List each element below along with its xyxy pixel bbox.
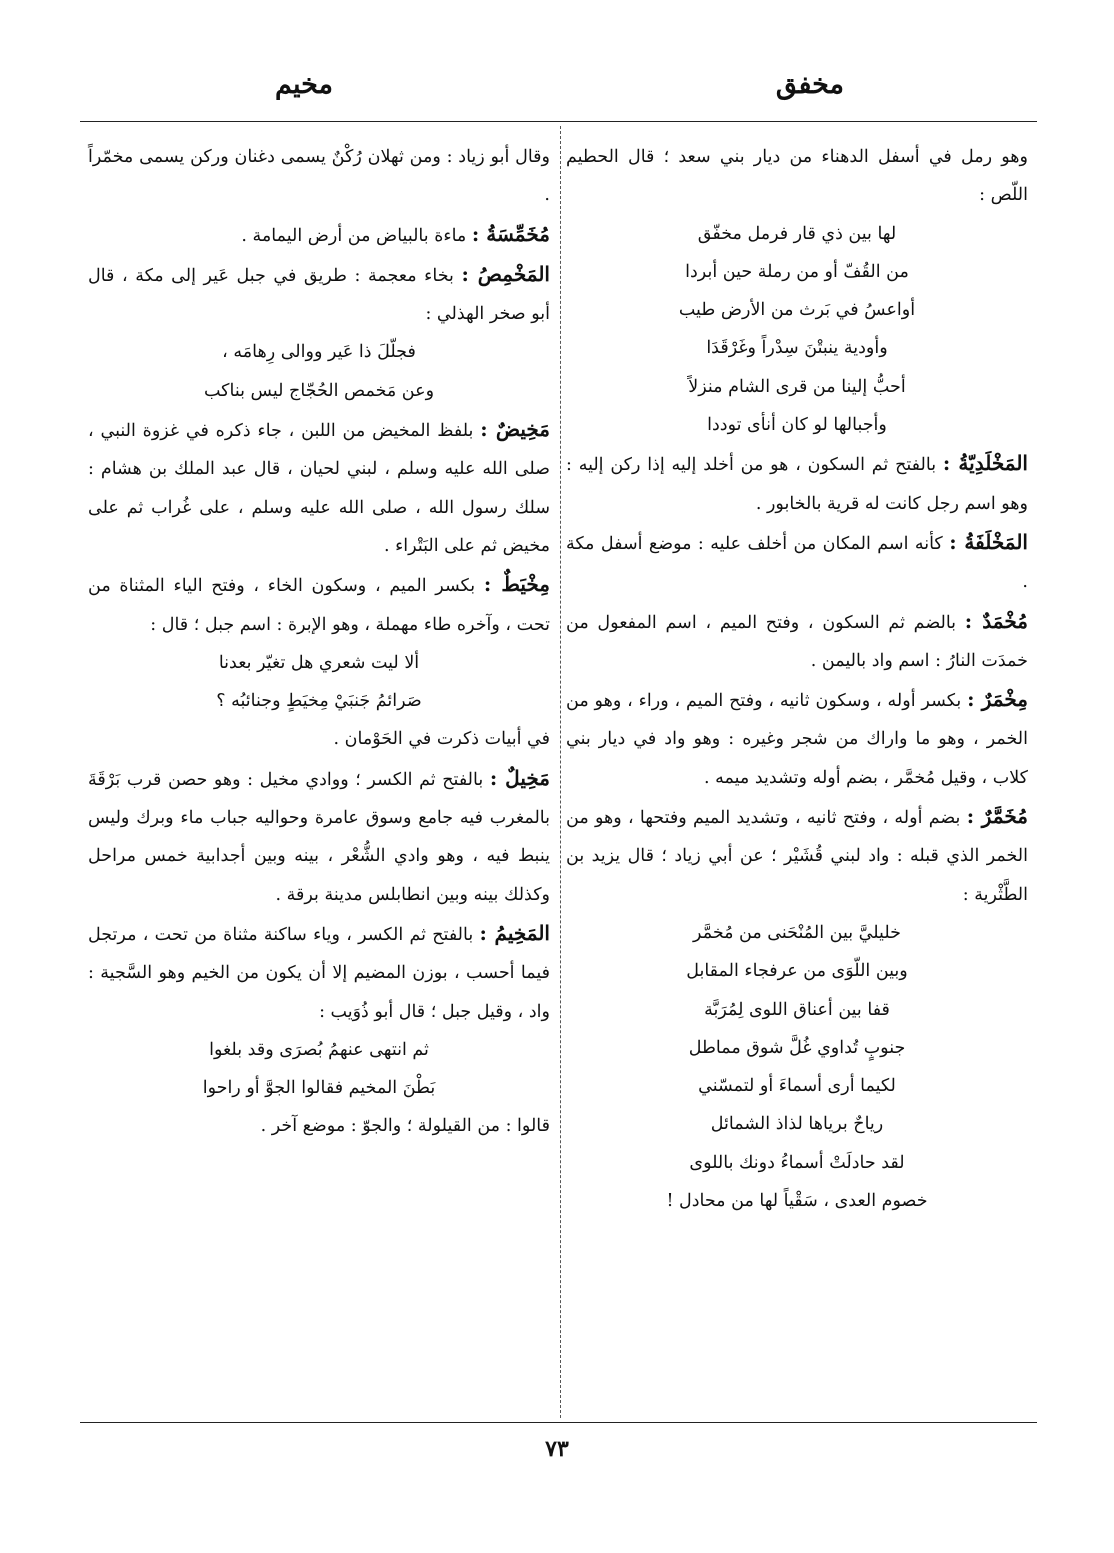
entry-text: وهو رمل في أسفل الدهناء من ديار بني سعد ؛ قال الحطيم اللّص : — [566, 147, 1028, 206]
page-number: ٧٣ — [545, 1436, 569, 1462]
verse-line: خليليَّ بين المُنْحَنى من مُخمَّر — [693, 922, 901, 943]
entry-makhladiya — [566, 444, 1028, 523]
verse-block — [88, 644, 550, 721]
column-divider — [560, 126, 561, 1418]
verse-line: رياحٌ برياها لذاذ الشمائل — [710, 1114, 884, 1135]
entry-text: بكسر أوله ، وسكون ثانيه ، وفتح الميم ، وراء ، وهو من الخمر ، وهو ما واراك من شجر وغيره : وهو واد في ديار بني كلاب ، وقيل مُخمَّر ، بضم أوله وتشديد ميمه . — [566, 691, 1028, 788]
entry-mikhmar — [566, 680, 1028, 797]
verse-line: وأودية ينبتْنَ سِدْراً وغَرْقَدَا — [706, 338, 888, 359]
entry-mukhammisa — [88, 215, 550, 255]
entry-text: بالفتح ثم الكسر ؛ ووادي مخيل : وهو حصن قرب بَرْقَةَ بالمغرب فيه جامع وسوق عامرة وحواليه جباب ماء وبرك وليس ينبط فيه ، وهو وادي الشُّعْر ، بينه وبين أجدابية خمس مراحل وكذلك بينه وبين انطابلس مدينة برقة . — [88, 769, 550, 905]
verse-block — [566, 215, 1028, 445]
headword: مُخَمَّرٌ : — [966, 804, 1028, 829]
entry-mukhmad — [566, 602, 1028, 681]
entry-makhil — [88, 759, 550, 914]
verse-line: وعن مَخمص الحُجّاج ليس بناكب — [203, 380, 435, 401]
entry-text: بخاء معجمة : طريق في جبل عَير إلى مكة ، قال أبو صخر الهذلي : — [88, 265, 550, 325]
entry-text: في أبيات ذكرت في الحَوْمان . — [333, 729, 550, 750]
entry-text: بالفتح ثم السكون ، هو من أخلد إليه إذا ركن إليه : وهو اسم رجل كانت له قرية بالخابور . — [566, 455, 1028, 514]
headword: مَخِيضٌ : — [480, 417, 550, 442]
entry-text: بالفتح ثم الكسر ، وياء ساكنة مثناة من تحت ، مرتجل فيما أحسب ، بوزن المضيم إلا أن يكون من الخيم وهو السَّجية : واد ، وقيل جبل ؛ قال أبو ذُوَيب : — [88, 924, 550, 1022]
verse-line: لها بين ذي قار فرمل مخفّق — [697, 223, 897, 244]
entry-text: وقال أبو زياد : ومن ثهلان رُكْنٌ يسمى دغنان وركن يسمى مخمّراً . — [88, 147, 550, 206]
continued-entry — [88, 138, 550, 215]
verse-line: جنوبٍ تُداوي غُلَّ شوق مماطل — [688, 1037, 906, 1058]
entry-text: قالوا : من القيلولة ؛ والجوّ : موضع آخر . — [260, 1116, 550, 1137]
headword: مُخْمَدٌ : — [964, 608, 1028, 633]
right-column — [566, 138, 1028, 1220]
entry-makhim — [88, 914, 550, 1146]
entry-makhmis — [88, 255, 550, 410]
verse-line: بَطْنَ المخيم فقالوا الجوَّ أو راحوا — [202, 1078, 436, 1099]
verse-block — [566, 914, 1028, 1220]
headword: مَخِيلٌ : — [489, 765, 550, 790]
headword: المَخْمِصُ : — [461, 261, 550, 286]
entry-text: بكسر الميم ، وسكون الخاء ، وفتح الياء المثناة من تحت ، وآخره طاء مهملة ، وهو الإبرة : اسم جبل ؛ قال : — [88, 576, 550, 635]
running-header-right: مخفق — [775, 69, 844, 100]
entry-makhlafa — [566, 523, 1028, 602]
verse-line: وبين اللّوَى من عرفجاء المقابل — [686, 961, 908, 982]
running-header-left: مخيم — [275, 69, 334, 100]
verse-line: صَرائمُ جَنبَيْ مِخيَطٍ وجنائبُه ؟ — [216, 691, 422, 712]
verse-block — [88, 333, 550, 410]
entry-text: كأنه اسم المكان من أخلف عليه : موضع أسفل مكة . — [566, 533, 1028, 593]
verse-line: لكيما أرى أسماءَ أو لتمسّني — [698, 1076, 896, 1097]
continued-entry — [566, 138, 1028, 444]
verse-line: فجلّلَ ذا عَير ووالى رِهامَه ، — [222, 342, 416, 363]
headword: مُخَمِّسَةُ : — [471, 221, 550, 246]
entry-mikhyat — [88, 565, 550, 758]
verse-line: من القُفّ أو من رملة حين أبردا — [685, 261, 909, 282]
verse-block — [88, 1031, 550, 1108]
verse-line: ألا ليت شعري هل تغيّر بعدنا — [218, 652, 420, 673]
headword: مِخْيَطٌ : — [483, 572, 550, 597]
verse-line: قفا بين أعناق اللوى لِمُرَبَّة — [704, 999, 890, 1020]
verse-line: أواعسُ في بَرث من الأرض طيب — [678, 300, 916, 321]
verse-line: لقد حادلَتْ أسماءُ دونك باللوى — [689, 1152, 905, 1173]
verse-line: ثم انتهى عنهمُ بُصرَى وقد بلغوا — [209, 1039, 429, 1060]
entry-makhid — [88, 410, 550, 565]
footer-rule — [80, 1422, 1037, 1423]
left-column — [88, 138, 550, 1146]
verse-line: وأجبالها لو كان أنأى توددا — [707, 415, 887, 436]
entry-mukhammar — [566, 797, 1028, 1220]
entry-text: بالضم ثم السكون ، وفتح الميم ، اسم المفعول من خمدَت النارُ : اسم واد باليمن . — [566, 612, 1028, 671]
headword: المَخْلَدِيّةُ : — [942, 451, 1028, 476]
entry-text: بلفظ المخيض من اللبن ، جاء ذكره في غزوة النبي ، صلى الله عليه وسلم ، لبني لحيان ، قال عبد الملك بن هشام : سلك رسول الله ، صلى الله عليه وسلم ، على غُراب ثم على مخيض ثم على البَتْراء . — [88, 421, 550, 556]
header-rule — [80, 121, 1037, 122]
headword: المَخِيمُ : — [479, 920, 550, 945]
entry-text: بضم أوله ، وفتح ثانيه ، وتشديد الميم وفتحها ، وهو من الخمر الذي قبله : واد لبني قُشَيْر ؛ عن أبي زياد ؛ قال يزيد بن الطَّثْرية : — [566, 808, 1028, 905]
entry-text: ماءة بالبياض من أرض اليمامة . — [241, 225, 467, 246]
headword: المَخْلَفَةُ : — [949, 529, 1028, 554]
verse-line: خصوم العدى ، سَقْياً لها من محادل ! — [666, 1191, 928, 1212]
headword: مِخْمَرٌ : — [967, 687, 1028, 712]
verse-line: أحبُّ إلينا من قرى الشام منزلاً — [688, 376, 906, 397]
